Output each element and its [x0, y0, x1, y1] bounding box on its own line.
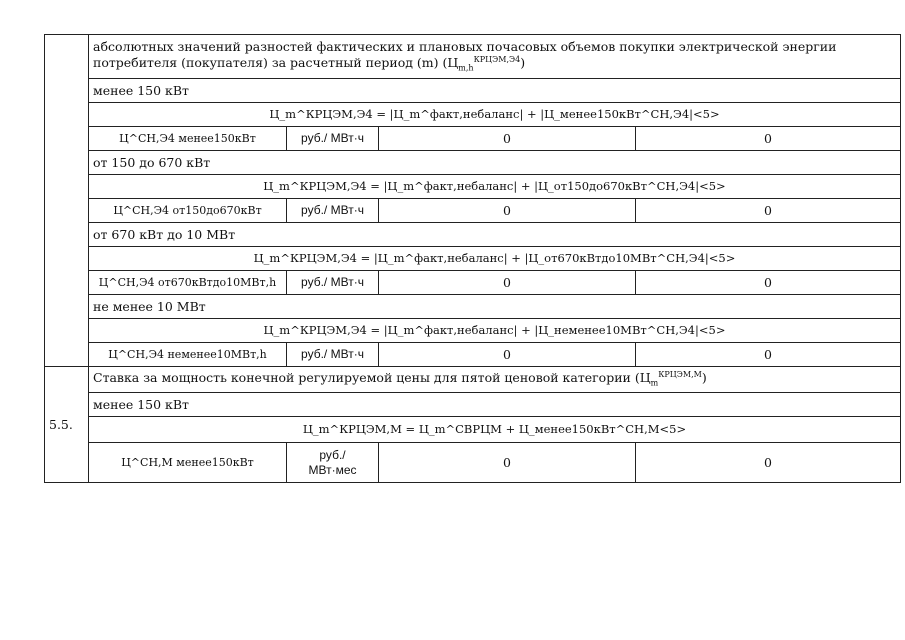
symbol: Ц^СН,Э4 неменее10МВт,h	[89, 343, 287, 367]
value-1: 0	[379, 127, 636, 151]
unit: руб./ МВт·ч	[287, 343, 379, 367]
section-label: менее 150 кВт	[89, 79, 901, 103]
section-label-row	[45, 223, 901, 247]
value-row	[45, 127, 901, 151]
symbol: Ц^СН,Э4 от670кВтдо10МВт,h	[89, 271, 287, 295]
formula-row	[45, 417, 901, 443]
formula: Ц_m^КРЦЭМ,Э4 = |Ц_m^факт,небаланс| + |Ц_от150до670кВт^СН,Э4|<5>	[89, 175, 901, 199]
number-cell-empty	[45, 35, 89, 367]
item-text: Ставка за мощность конечной регулируемой цены для пятой ценовой категории $(Ц_m^{КРЦЭМ,М})$	[89, 367, 901, 393]
value-row	[45, 271, 901, 295]
section-label: от 670 кВт до 10 МВт	[89, 223, 901, 247]
value-1: 0	[379, 199, 636, 223]
section-label: не менее 10 МВт	[89, 295, 901, 319]
formula-row	[45, 247, 901, 271]
value-1: 0	[379, 271, 636, 295]
unit-line-2: МВт·мес	[308, 462, 357, 477]
unit: руб./ МВт·ч	[287, 127, 379, 151]
formula-row	[45, 319, 901, 343]
intro-text: абсолютных значений разностей фактических и плановых почасовых объемов покупки электрической энергии потребителя (покупателя) за расчетный период (m) $(Ц_{m,h}^{КРЦЭМ,Э4})$	[89, 35, 901, 79]
tariff-table	[44, 34, 901, 483]
unit-line-1: руб./	[319, 447, 346, 462]
formula: Ц_m^КРЦЭМ,Э4 = |Ц_m^факт,небаланс| + |Ц_от670кВтдо10МВт^СН,Э4|<5>	[89, 247, 901, 271]
value-1: 0	[379, 443, 636, 483]
symbol: Ц^СН,Э4 от150до670кВт	[89, 199, 287, 223]
value-2: 0	[636, 199, 901, 223]
unit	[287, 443, 379, 483]
value-2: 0	[636, 343, 901, 367]
value-2: 0	[636, 443, 901, 483]
section-label: от 150 до 670 кВт	[89, 151, 901, 175]
unit: руб./ МВт·ч	[287, 199, 379, 223]
item-row	[45, 367, 901, 393]
value-2: 0	[636, 271, 901, 295]
section-label-row	[45, 79, 901, 103]
formula: Ц_m^КРЦЭМ,М = Ц_m^СВРЦМ + Ц_менее150кВт^СН,М<5>	[89, 417, 901, 443]
value-row	[45, 443, 901, 483]
formula: Ц_m^КРЦЭМ,Э4 = |Ц_m^факт,небаланс| + |Ц_неменее10МВт^СН,Э4|<5>	[89, 319, 901, 343]
formula-row	[45, 175, 901, 199]
intro-row	[45, 35, 901, 79]
value-row	[45, 199, 901, 223]
section-label-row	[45, 151, 901, 175]
value-row	[45, 343, 901, 367]
formula-row	[45, 103, 901, 127]
unit: руб./ МВт·ч	[287, 271, 379, 295]
formula: Ц_m^КРЦЭМ,Э4 = |Ц_m^факт,небаланс| + |Ц_менее150кВт^СН,Э4|<5>	[89, 103, 901, 127]
value-1: 0	[379, 343, 636, 367]
section-label-row	[45, 295, 901, 319]
item-number: 5.5.	[45, 367, 89, 483]
value-2: 0	[636, 127, 901, 151]
section-label-row	[45, 393, 901, 417]
section-label: менее 150 кВт	[89, 393, 901, 417]
symbol: Ц^СН,Э4 менее150кВт	[89, 127, 287, 151]
symbol: Ц^СН,М менее150кВт	[89, 443, 287, 483]
